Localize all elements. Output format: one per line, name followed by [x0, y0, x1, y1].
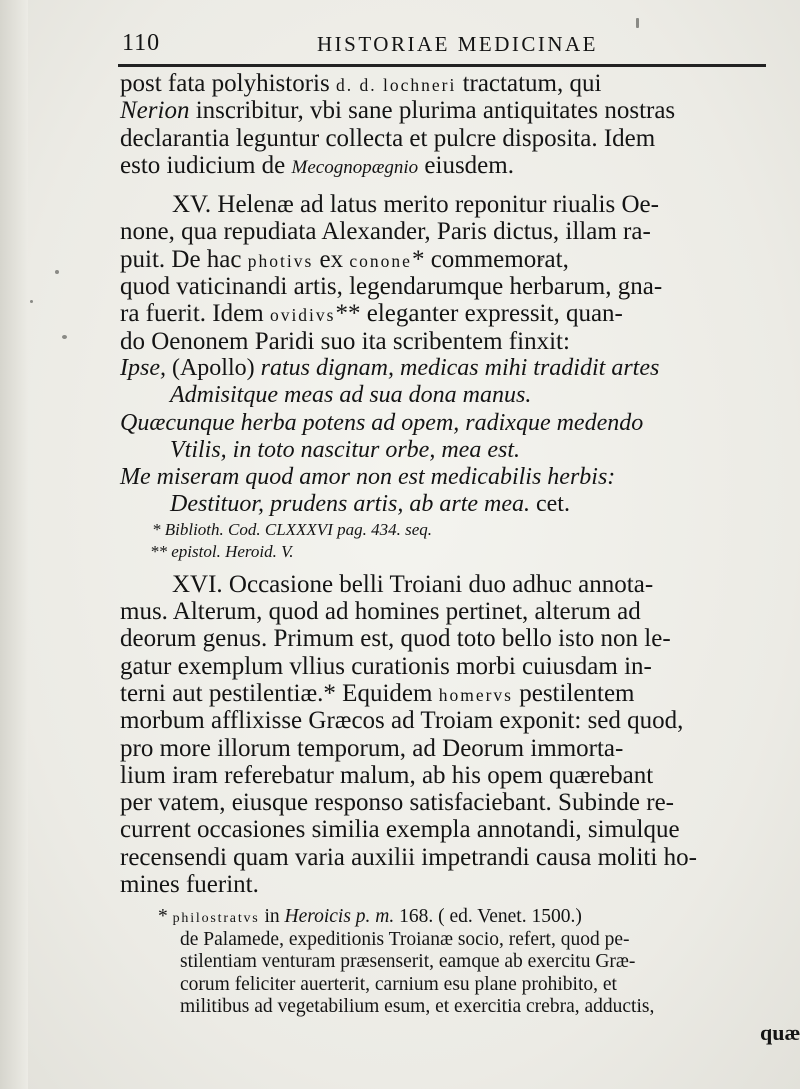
verse-line: Me miseram quod amor non est medicabilis herbis: [120, 464, 616, 491]
text-line: gatur exemplum vllius curationis morbi cuiusdam in- [120, 652, 652, 680]
text-line: mus. Alterum, quod ad homines pertinet, alterum ad [120, 598, 641, 626]
catchword: quæ [760, 1020, 800, 1045]
footnote-line: stilentiam venturam præsenserit, eamque ab exercitu Græ- [180, 951, 636, 973]
footnote-line: de Palamede, expeditionis Troianæ socio, refert, quod pe- [180, 928, 630, 950]
page-header [122, 30, 767, 60]
page-gutter-shadow [0, 0, 28, 1089]
text-line: deorum genus. Primum est, quod toto bello isto non le- [120, 625, 671, 653]
text-line: lium iram referebatur malum, ab his opem quærebant [120, 761, 654, 789]
paper-speck [62, 335, 67, 339]
text-line: esto iudicium de Mecognopægnio eiusdem. [120, 151, 514, 179]
text-line: pro more illorum temporum, ad Deorum immorta- [120, 734, 624, 762]
paper-speck [636, 18, 639, 28]
header-rule [118, 64, 766, 67]
text-line: per vatem, eiusque responso satisfaciebant. Subinde re- [120, 789, 674, 817]
text-line: Nerion inscribitur, vbi sane plurima antiquitates nostras [120, 97, 676, 125]
text-line: puit. De hac photivs ex conone* commemorat, [120, 245, 569, 273]
footnote-reference: ** epistol. Heroid. V. [150, 541, 294, 561]
page-number: 110 [122, 30, 161, 56]
text-line: recensendi quam varia auxilii impetrandi causa moliti ho- [120, 843, 697, 871]
text-line: ra fuerit. Idem ovidivs** eleganter expressit, quan- [120, 300, 623, 328]
verse-line: Destituor, prudens artis, ab arte mea. cet. [170, 491, 570, 518]
text-line: none, qua repudiata Alexander, Paris dictus, illam ra- [120, 218, 651, 246]
text-line: morbum afflixisse Græcos ad Troiam exponit: sed quod, [120, 707, 684, 735]
paper-speck [55, 270, 59, 274]
verse-line: Admisitque meas ad sua dona manus. [170, 382, 532, 409]
verse-line: Ipse, (Apollo) ratus dignam, medicas mihi tradidit artes [120, 354, 660, 381]
text-line: declarantia leguntur collecta et pulcre disposita. Idem [120, 124, 656, 152]
text-line: terni aut pestilentiæ.* Equidem homervs pestilentem [120, 679, 635, 707]
footnote-line: corum feliciter auerterit, carnium esu plane prohibito, et [180, 973, 617, 995]
paper-speck [30, 300, 33, 303]
text-line: quod vaticinandi artis, legendarumque herbarum, gna- [120, 273, 663, 301]
text-line: do Oenonem Paridi suo ita scribentem finxit: [120, 327, 570, 355]
section-xvi-heading-line: XVI. Occasione belli Troiani duo adhuc annota- [172, 570, 654, 598]
text-line: mines fuerint. [120, 871, 259, 899]
main-text [120, 70, 770, 1019]
verse-line: Quæcunque herba potens ad opem, radixque medendo [120, 409, 644, 436]
text-line: current occasiones similia exempla annotandi, simulque [120, 816, 680, 844]
running-title: HISTORIAE MEDICINAE [317, 32, 599, 56]
verse-line: Vtilis, in toto nascitur orbe, mea est. [170, 436, 520, 463]
section-xv-heading-line: XV. Helenæ ad latus merito reponitur riualis Oe- [172, 191, 659, 219]
footnote-line: militibus ad vegetabilium esum, et exercitia crebra, adductis, [180, 996, 655, 1018]
footnote-line: * philostratvs in Heroicis p. m. 168. ( ed. Venet. 1500.) [158, 906, 582, 928]
text-line: post fata polyhistoris d. d. lochneri tractatum, qui [120, 70, 602, 97]
footnote-reference: * Biblioth. Cod. CLXXXVI pag. 434. seq. [152, 519, 433, 539]
